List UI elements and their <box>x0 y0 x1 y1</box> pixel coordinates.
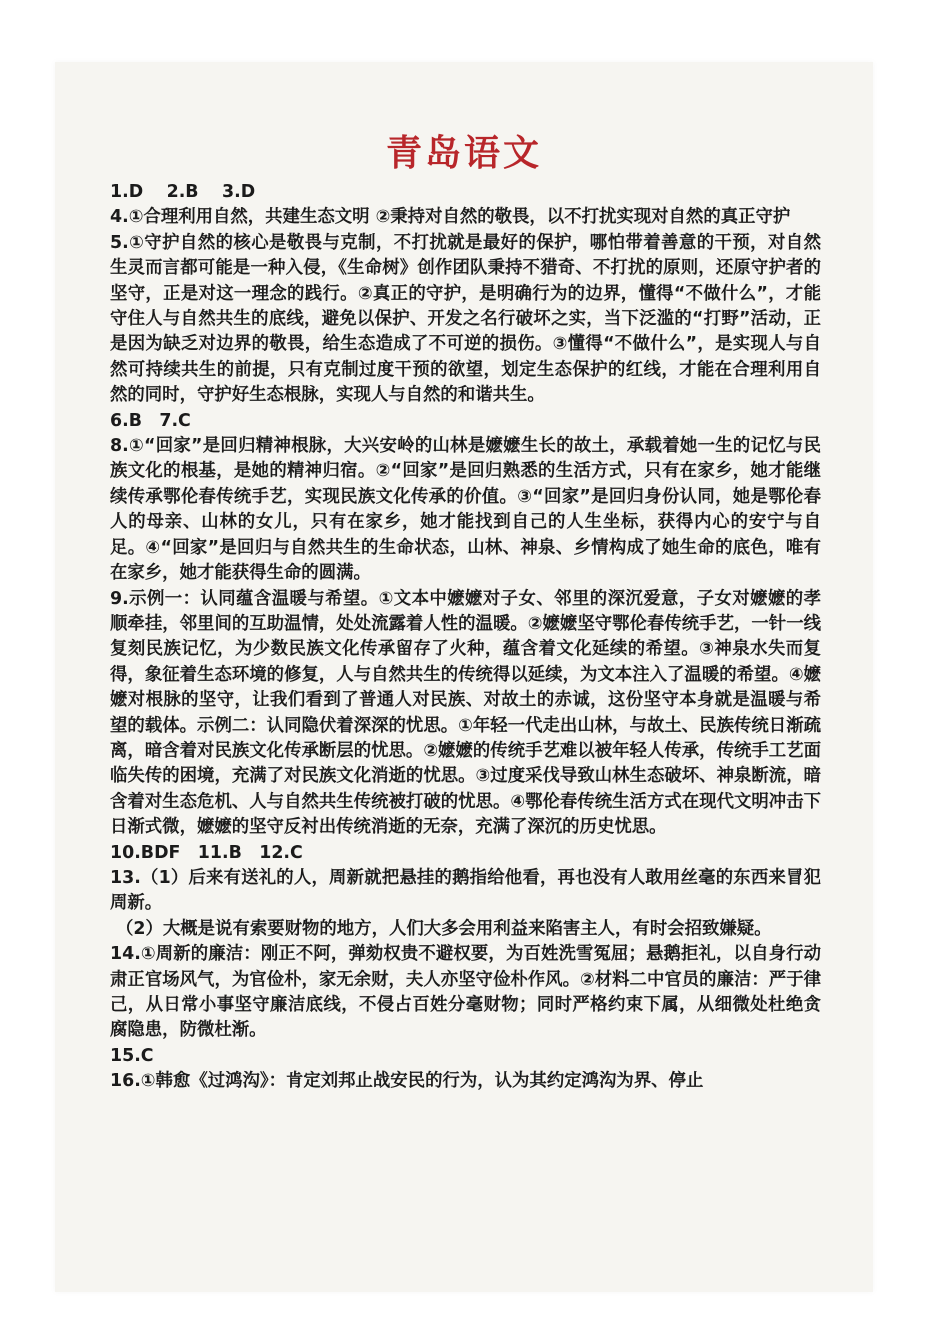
answer-14: 14.①周新的廉洁：刚正不阿，弹劾权贵不避权要，为百姓洗雪冤屈；悬鹅拒礼，以自身行动肃正官场风气，为官俭朴，家无余财，夫人亦坚守俭朴作风。②材料二中官员的廉洁：严于律己，从日常小事坚守廉洁底线，不侵占百姓分毫财物；同时严格约束下属，从细微处杜绝贪腐隐患，防微杜渐。 <box>110 944 821 1041</box>
answer-8: 8.①“回家”是回归精神根脉，大兴安岭的山林是嬷嬷生长的故土，承载着她一生的记忆与民族文化的根基，是她的精神归宿。②“回家”是回归熟悉的生活方式，只有在家乡，她才能继续传承鄂伦春传统手艺，实现民族文化传承的价值。③“回家”是回归身份认同，她是鄂伦春人的母亲、山林的女儿，只有在家乡，她才能找到自己的人生坐标，获得内心的安宁与自足。④“回家”是回归与自然共生的生命状态，山林、神泉、乡情构成了她生命的底色，唯有在家乡，她才能获得生命的圆满。 <box>110 436 821 584</box>
answer-9: 9.示例一：认同蕴含温暖与希望。①文本中嬷嬷对子女、邻里的深沉爱意，子女对嬷嬷的孝顺牵挂，邻里间的互助温情，处处流露着人性的温暖。②嬷嬷坚守鄂伦春传统手艺，一针一线复刻民族记忆，为少数民族文化传承留存了火种，蕴含着文化延续的希望。③神泉水失而复得，象征着生态环境的修复，人与自然共生的传统得以延续，为文本注入了温暖的希望。④嬷嬷对根脉的坚守，让我们看到了普通人对民族、对故土的赤诚，这份坚守本身就是温暖与希望的载体。示例二：认同隐伏着深深的忧思。①年轻一代走出山林，与故土、民族传统日渐疏离，暗含着对民族文化传承断层的忧思。②嬷嬷的传统手艺难以被年轻人传承，传统手工艺面临失传的困境，充满了对民族文化消逝的忧思。③过度采伐导致山林生态破坏、神泉断流，暗含着对生态危机、人与自然共生传统被打破的忧思。④鄂伦春传统生活方式在现代文明冲击下日渐式微，嬷嬷的坚守反衬出传统消逝的无奈，充满了深沉的历史忧思。 <box>110 588 821 838</box>
answer-content <box>110 180 821 1095</box>
answer-10-12: 10.BDF 11.B 12.C <box>110 842 303 863</box>
answer-13-2: （2）大概是说有索要财物的地方，人们大多会用利益来陷害主人，有时会招致嫌疑。 <box>116 918 772 939</box>
answer-15: 15.C <box>110 1045 154 1066</box>
answer-5: 5.①守护自然的核心是敬畏与克制，不打扰就是最好的保护，哪怕带着善意的干预，对自然生灵而言都可能是一种入侵，《生命树》创作团队秉持不猎奇、不打扰的原则，还原守护者的坚守，正是对这一理念的践行。②真正的守护，是明确行为的边界，懂得“不做什么”，才能守住人与自然共生的底线，避免以保护、开发之名行破坏之实，当下泛滥的“打野”活动，正是因为缺乏对边界的敬畏，给生态造成了不可逆的损伤。③懂得“不做什么”，是实现人与自然可持续共生的前提，只有克制过度干预的欲望，划定生态保护的红线，才能在合理利用自然的同时，守护好生态根脉，实现人与自然的和谐共生。 <box>110 232 821 406</box>
answer-1-3: 1.D 2.B 3.D <box>110 182 256 202</box>
answer-4: 4.①合理利用自然，共建生态文明 ②秉持对自然的敬畏，以不打扰实现对自然的真正守护 <box>110 207 791 228</box>
answer-13-1: 13.（1）后来有送礼的人，周新就把悬挂的鹅指给他看，再也没有人敢用丝毫的东西来冒犯周新。 <box>110 867 821 914</box>
answer-6-7: 6.B 7.C <box>110 410 191 431</box>
document-page <box>55 62 873 1292</box>
answer-16: 16.①韩愈《过鸿沟》：肯定刘邦止战安民的行为，认为其约定鸿沟为界、停止 <box>110 1071 704 1092</box>
page-title: 青岛语文 <box>385 133 542 174</box>
